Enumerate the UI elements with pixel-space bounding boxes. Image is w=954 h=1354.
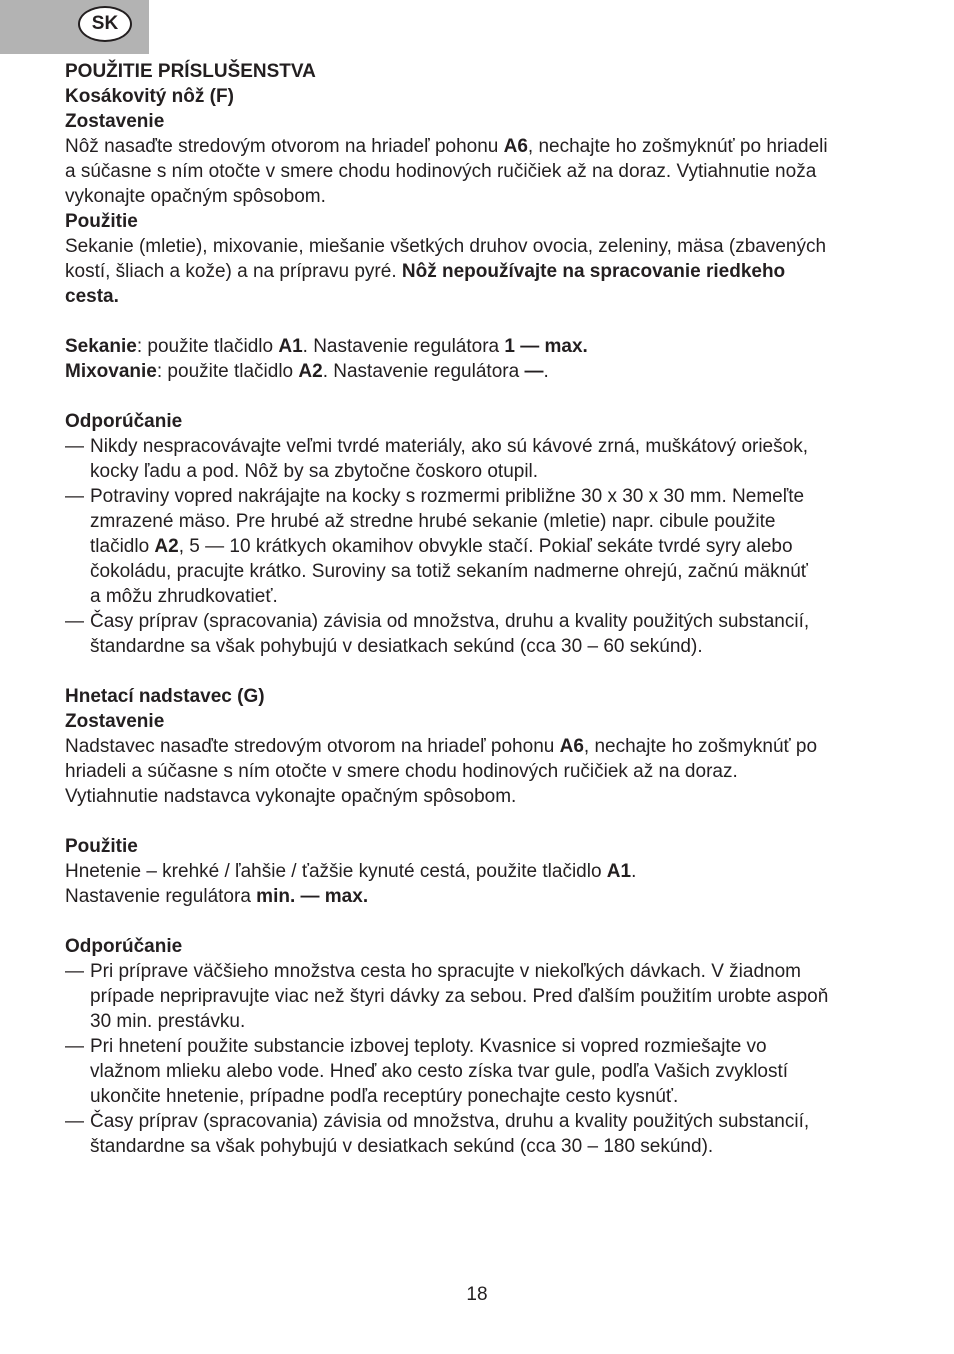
knife-tip-2-cont: zmrazené mäso. Pre hrubé až stredne hrubé sekanie (mletie) napr. cibule použite bbox=[90, 511, 776, 532]
dough-tip-1-cont: prípade nepripravujte viac než štyri dávky za sebou. Pred ďalším použitím urobte aspoň bbox=[90, 986, 829, 1007]
knife-tip-2-cont: tlačidlo A2, 5 — 10 krátkych okamihov obvykle stačí. Pokiaľ sekáte tvrdé syry alebo bbox=[90, 536, 793, 557]
dough-tip-2-cont: vlažnom mlieku alebo vode. Hneď ako cesto získa tvar gule, podľa Vašich zvyklostí bbox=[90, 1061, 789, 1082]
page-content bbox=[65, 59, 895, 1159]
dough-tip-2-cont: ukončite hnetenie, prípadne podľa receptúry ponechajte cesto kysnúť. bbox=[90, 1086, 679, 1107]
dough-title: Hnetací nadstavec (G) bbox=[65, 686, 265, 707]
dough-tip-2: — Pri hnetení použite substancie izbovej teploty. Kvasnice si vopred rozmiešajte vo bbox=[65, 1034, 895, 1059]
knife-tip-3: — Časy príprav (spracovania) závisia od množstva, druhu a kvality použitých substancií, bbox=[65, 609, 895, 634]
knife-title: Kosákovitý nôž (F) bbox=[65, 86, 234, 107]
knife-tip-1: — Nikdy nespracovávajte veľmi tvrdé materiály, ako sú kávové zrná, muškátový oriešok, bbox=[65, 434, 895, 459]
knife-assembly-line: Nôž nasaďte stredovým otvorom na hriadeľ pohonu A6, nechajte ho zošmyknúť po hriadeli bbox=[65, 136, 828, 157]
dough-assembly-line: Nadstavec nasaďte stredovým otvorom na hriadeľ pohonu A6, nechajte ho zošmyknúť po bbox=[65, 736, 818, 757]
chopping-setting: Sekanie: použite tlačidlo A1. Nastavenie regulátora 1 — max. bbox=[65, 336, 588, 357]
knife-tip-2-cont: a môžu zhrudkovatieť. bbox=[90, 586, 278, 607]
knife-tip-1-cont: kocky ľadu a pod. Nôž by sa zbytočne čoskoro otupil. bbox=[90, 461, 539, 482]
language-badge: SK bbox=[78, 6, 132, 42]
dough-assembly-line: Vytiahnutie nadstavca vykonajte opačným spôsobom. bbox=[65, 786, 517, 807]
dough-usage-heading: Použitie bbox=[65, 836, 138, 857]
knife-assembly-line: vykonajte opačným spôsobom. bbox=[65, 186, 326, 207]
page-number: 18 bbox=[466, 1284, 488, 1305]
knife-assembly-line: a súčasne s ním otočte v smere chodu hodinových ručičiek až na doraz. Vytiahnutie noža bbox=[65, 161, 817, 182]
knife-tips-heading: Odporúčanie bbox=[65, 411, 183, 432]
dough-usage-setting: Nastavenie regulátora min. — max. bbox=[65, 886, 369, 907]
dough-usage-line: Hnetenie – krehké / ľahšie / ťažšie kynuté cestá, použite tlačidlo A1. bbox=[65, 861, 637, 882]
dough-assembly-heading: Zostavenie bbox=[65, 711, 165, 732]
knife-assembly-heading: Zostavenie bbox=[65, 111, 165, 132]
knife-usage-line: Sekanie (mletie), mixovanie, miešanie všetkých druhov ovocia, zeleniny, mäsa (zbavených bbox=[65, 236, 827, 257]
dough-tip-1: — Pri príprave väčšieho množstva cesta ho spracujte v niekoľkých dávkach. V žiadnom bbox=[65, 959, 895, 984]
knife-tip-3-cont: štandardne sa však pohybujú v desiatkach sekúnd (cca 30 – 60 sekúnd). bbox=[90, 636, 703, 657]
knife-tip-2-cont: čokoládu, pracujte krátko. Suroviny sa totiž sekaním nadmerne ohrejú, začnú mäknúť bbox=[90, 561, 808, 582]
dough-tip-3: — Časy príprav (spracovania) závisia od množstva, druhu a kvality použitých substancií, bbox=[65, 1109, 895, 1134]
dough-tips-heading: Odporúčanie bbox=[65, 936, 183, 957]
dough-assembly-line: hriadeli a súčasne s ním otočte v smere chodu hodinových ručičiek až na doraz. bbox=[65, 761, 738, 782]
knife-usage-warning: cesta. bbox=[65, 286, 119, 307]
mixing-setting: Mixovanie: použite tlačidlo A2. Nastavenie regulátora —. bbox=[65, 361, 549, 382]
knife-tip-2: — Potraviny vopred nakrájajte na kocky s rozmermi približne 30 x 30 x 30 mm. Nemeľte bbox=[65, 484, 895, 509]
knife-usage-line: kostí, šliach a kože) a na prípravu pyré. Nôž nepoužívajte na spracovanie riedkeho bbox=[65, 261, 786, 282]
language-tab bbox=[0, 0, 149, 54]
section-title: POUŽITIE PRÍSLUŠENSTVA bbox=[65, 61, 316, 82]
dough-tip-3-cont: štandardne sa však pohybujú v desiatkach sekúnd (cca 30 – 180 sekúnd). bbox=[90, 1136, 714, 1157]
dough-tip-1-cont: 30 min. prestávku. bbox=[90, 1011, 246, 1032]
knife-usage-heading: Použitie bbox=[65, 211, 138, 232]
